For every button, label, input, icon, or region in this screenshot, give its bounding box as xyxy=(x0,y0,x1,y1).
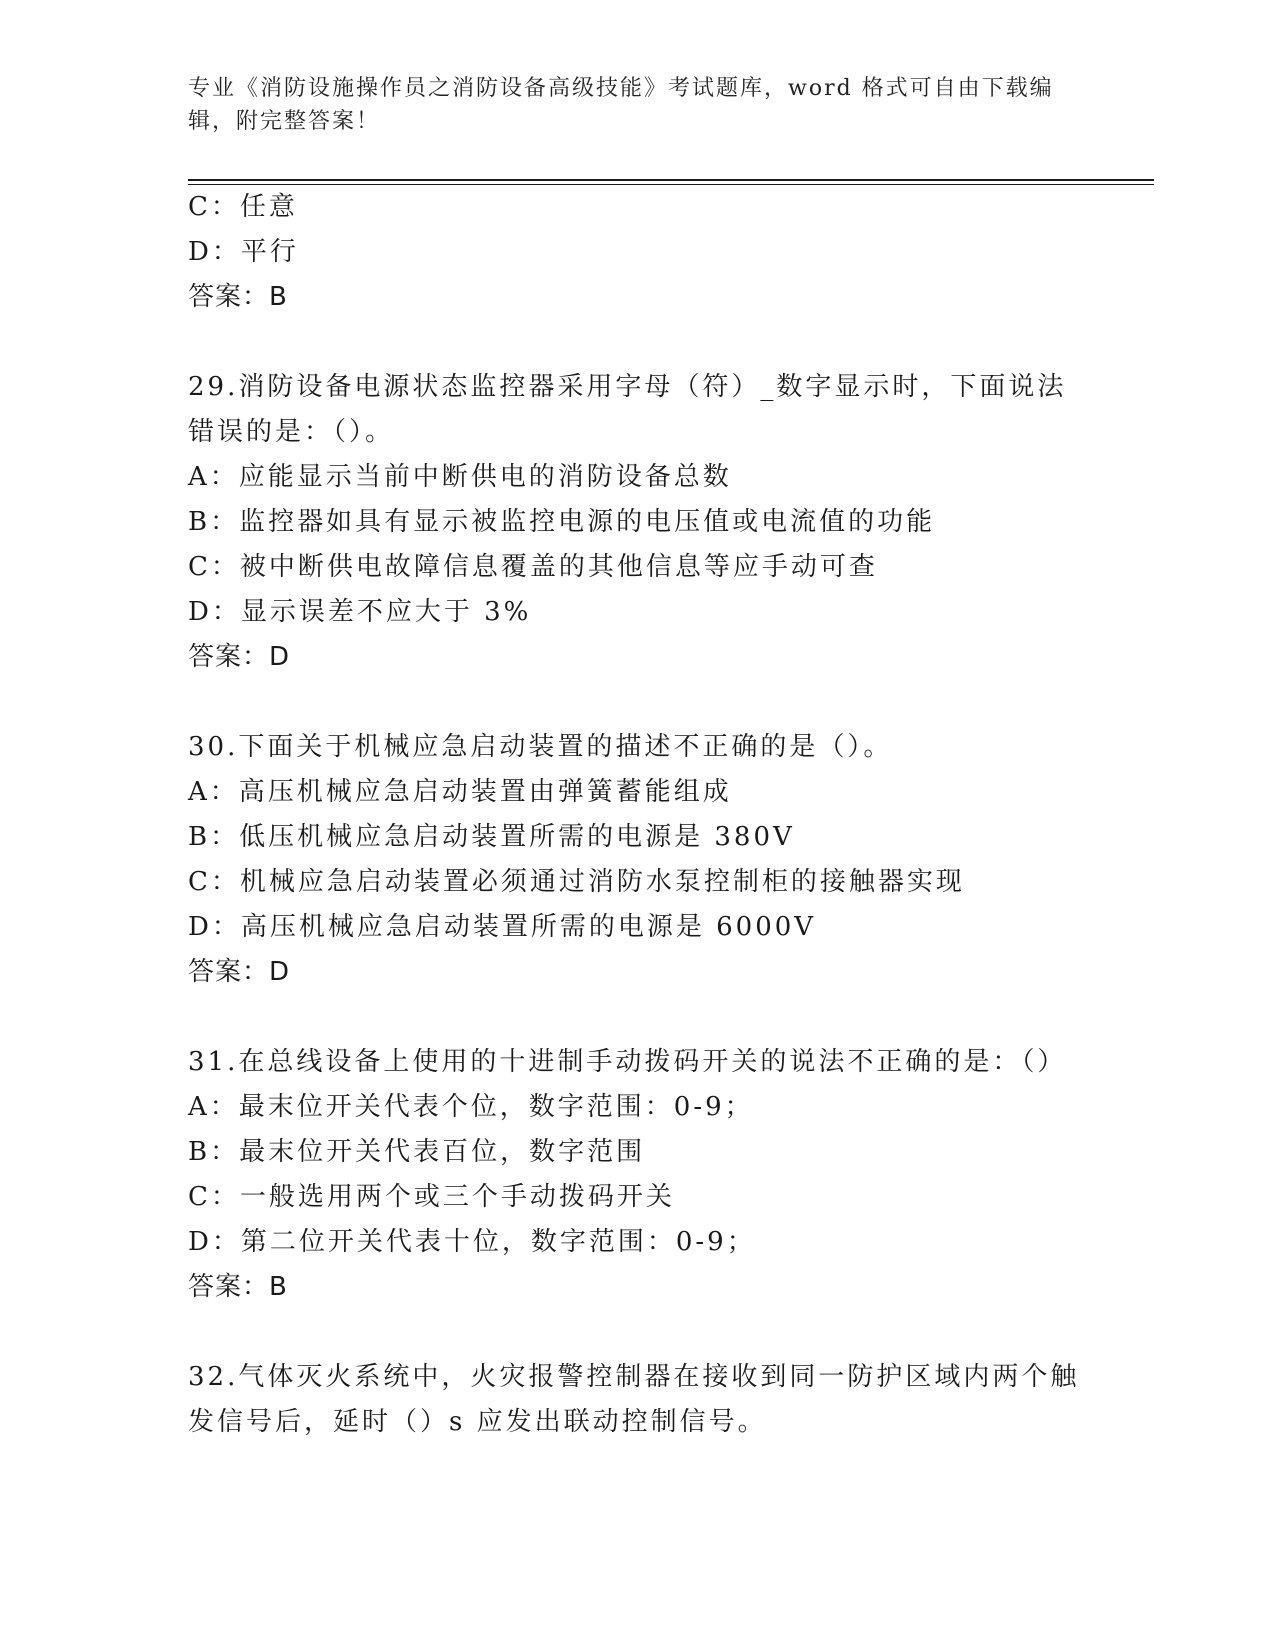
option-b: B：低压机械应急启动装置所需的电源是 380V xyxy=(188,822,795,852)
answer: 答案：D xyxy=(188,957,291,987)
option-d: D：高压机械应急启动装置所需的电源是 6000V xyxy=(188,912,817,942)
option-a: A：最末位开关代表个位，数字范围：0-9； xyxy=(188,1092,754,1122)
option-c: C：被中断供电故障信息覆盖的其他信息等应手动可查 xyxy=(188,552,878,582)
option-b: B：最末位开关代表百位，数字范围 xyxy=(188,1137,646,1167)
option-a: A：高压机械应急启动装置由弹簧蓄能组成 xyxy=(188,777,732,807)
option-d: D：第二位开关代表十位，数字范围：0-9； xyxy=(188,1227,756,1257)
question-30-text: 30.下面关于机械应急启动装置的描述不正确的是（）。 xyxy=(188,732,893,762)
question-32-text-cont: 发信号后，延时（）s 应发出联动控制信号。 xyxy=(188,1407,767,1437)
question-32-text: 32.气体灭火系统中，火灾报警控制器在接收到同一防护区域内两个触 xyxy=(188,1362,1080,1392)
answer: 答案：D xyxy=(188,642,291,672)
question-31-text: 31.在总线设备上使用的十进制手动拨码开关的说法不正确的是：（） xyxy=(188,1047,1067,1077)
option-d: D：显示误差不应大于 3% xyxy=(188,597,532,627)
question-29-text: 29.消防设备电源状态监控器采用字母（符）_数字显示时，下面说法 xyxy=(188,372,1067,402)
option-c: C：任意 xyxy=(188,192,298,222)
document-header: 专业《消防设施操作员之消防设备高级技能》考试题库，word 格式可自由下载编辑，附完整答案！ xyxy=(188,76,1054,134)
header-divider-thick xyxy=(188,179,1154,181)
option-c: C：一般选用两个或三个手动拨码开关 xyxy=(188,1182,675,1212)
option-d: D：平行 xyxy=(188,237,299,267)
question-29-text-cont: 错误的是：（）。 xyxy=(188,417,395,447)
option-c: C：机械应急启动装置必须通过消防水泵控制柜的接触器实现 xyxy=(188,867,965,897)
option-a: A：应能显示当前中断供电的消防设备总数 xyxy=(188,462,732,492)
header-divider-thin xyxy=(188,184,1154,185)
option-b: B：监控器如具有显示被监控电源的电压值或电流值的功能 xyxy=(188,507,936,537)
answer: 答案：B xyxy=(188,282,288,312)
answer: 答案：B xyxy=(188,1272,288,1302)
